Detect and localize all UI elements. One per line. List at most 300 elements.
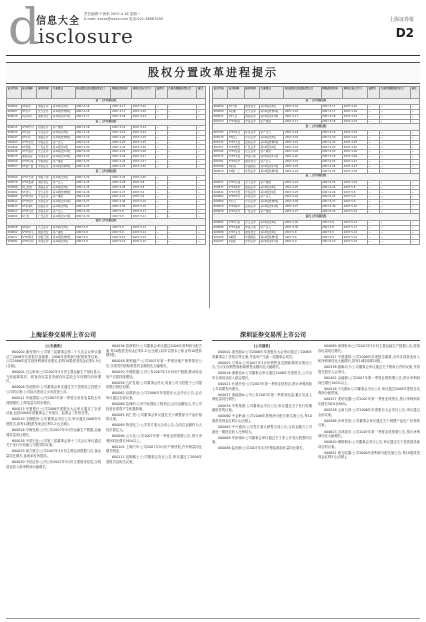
period-label: 第二工作周期进程 [213,124,420,131]
announcement-paragraph: 000069 华侨城A:公司董事会审议通过关于非公开发行股票的议案。 [212,435,312,445]
table-cell: 招商证券 [37,204,52,209]
table-cell: — [167,130,197,135]
table-cell: 2007.4.24 [321,164,343,169]
table-cell: 2007.4.23 [75,154,111,159]
announcement-paragraph: 600019 宝钢股份:公司董事会决议公告,审议通过2006年年度报告,拟每10股派发现金红利3.2元(含税)。 [6,417,101,426]
table-cell: 每10股送2股 [52,145,75,150]
table-cell: — [410,135,419,140]
table-cell: 每10股送2股 [52,240,75,245]
table-cell: 2007.5.10 [132,204,156,209]
table-cell: 000569 [7,175,22,180]
table-cell: 每10股送2.8股 [52,154,75,159]
table-cell: — [167,135,197,140]
table-cell: — [367,164,379,169]
table-cell: 600772 [213,154,228,159]
table-cell: 国泰君安 [37,230,52,235]
footer-rule [6,618,420,619]
table-cell: 2007.5.9 [343,195,368,200]
period-row [7,98,206,105]
table-cell: — [155,140,167,145]
table-cell: 600659 [213,109,228,114]
table-cell: 2007.4.26 [321,190,343,195]
table-cell: 每10股送3.2股 [259,154,283,159]
table-cell: ST方源 [228,105,244,110]
table-cell: 2007.5.10 [111,240,132,245]
table-cell: 资产重组 [259,180,283,185]
table-cell: — [367,235,379,240]
table-cell: 2007.5.11 [132,209,156,214]
table-cell: 2007.5.9 [111,230,132,235]
table-cell: 600715 [213,135,228,140]
table-cell: 2007.4.20 [321,145,343,150]
column-header: 复牌日 [155,87,167,99]
table-cell: 000409 [7,145,22,150]
table-cell: — [197,164,206,169]
table-cell: — [379,190,410,195]
table-cell: — [155,145,167,150]
table-cell: — [167,230,197,235]
table-cell: S*ST索芙 [21,230,37,235]
table-cell: S*ST宏盛 [228,180,244,185]
table-cell: — [155,135,167,140]
table-cell: — [197,105,206,110]
page-number: D2 [395,26,414,40]
table-cell: — [410,119,419,124]
table-cell: 2007.4.23 [343,119,368,124]
table-cell: S*ST生化 [21,140,37,145]
table-cell: 600813 [213,169,228,174]
table-cell: — [367,209,379,214]
table-cell: 2007.4.23 [111,150,132,155]
table-cell: 2007.4.19 [111,126,132,131]
table-cell: 2007.5.8 [111,214,132,219]
announcement-paragraph: 000630 铜都铜业:公司董事会决议公告,审议通过关于投资建设新项目的议案。 [318,440,420,449]
table-cell: — [197,199,206,204]
table-cell: — [167,109,197,114]
table-cell: — [167,185,197,190]
table-cell: 广发证券 [244,145,259,150]
announcement-paragraph: 600029 南方航空:公司2007年3月份主要运营数据公告,客运量同比增长,客座率有所提高。 [6,449,101,458]
table-cell: 中银国际 [244,164,259,169]
period-label: 第四工作周期进程 [7,219,206,226]
table-cell: 600842 [213,190,228,195]
table-cell: ST松辽 [228,135,244,140]
table-cell: 600988 [213,230,228,235]
announcement-paragraph: 600096 云天化:公司2007年第一季度业绩预增公告,预计净利润同比增长50%以上。 [106,434,202,443]
announcement-paragraph: 600028 中国石化:公司第三届董事会第十三次会议审议通过关于发行可转换公司债券的议案。 [6,438,101,448]
column-header: 保荐机构 [244,87,259,99]
table-cell: — [167,204,197,209]
table-cell: 每10股转增5股 [259,140,283,145]
table-cell: — [367,225,379,230]
announcement-paragraph: 000088 盐田港:公司2007年3月份集装箱吞吐量同比增长。 [218,446,306,451]
table-cell: 2007.4.27 [111,195,132,200]
table-cell: — [379,209,410,214]
table-cell: — [410,154,419,159]
table-cell: 申银万国 [244,225,259,230]
announcement-paragraph: 000027 深能源A:公司公布2007年第一季度发电量,累计完成上网电量同比增长。 [212,392,312,402]
table-cell: 2007.4.24 [75,164,111,169]
table-cell: 华泰证券 [37,164,52,169]
announcement-paragraph: 000623 吉林敖东:公司2007年第一季度业绩预增公告,预计净利润同比大幅增长。 [318,429,420,439]
article-column-1 [6,344,101,618]
table-cell: 中信证券 [37,140,52,145]
table-cell: 每10股送3股 [259,105,283,110]
table-cell: 中银国际 [244,235,259,240]
table-cell: 2007.4.18 [75,130,111,135]
table-cell: 华西证券 [244,169,259,174]
table-cell: — [155,130,167,135]
table-cell: 600852 [213,195,228,200]
column-header: 方案要点 [259,87,283,99]
announcement-paragraph: 000651 格力电器:公司2006年度利润分配实施公告,每10股派发现金红利3元(含税)。 [318,450,420,460]
table-cell: — [379,140,410,145]
table-cell: — [167,225,197,230]
table-cell: 2007.5.9 [75,235,111,240]
table-cell: 2007.4.25 [111,175,132,180]
announcement-paragraph: 600048 保利地产:公司2007年第一季度房地产销售情况公告,实现签约面积和签约金额同比大幅增长。 [106,359,202,368]
table-cell: — [410,145,419,150]
table-cell: 2007.4.27 [75,199,111,204]
announcement-paragraph: 000338 潍柴动力:公司董事会审议通过关于吸收合并的议案,并将提交股东大会审议。 [318,365,420,374]
table-cell: 广发证券 [244,209,259,214]
table-cell: — [410,169,419,174]
period-label: 第三工作周期进程 [213,174,420,181]
table-cell: S*ST海龙 [21,235,37,240]
table-cell: 2007.4.30 [111,199,132,204]
column-header: 现场会议召开日 [132,87,156,99]
table-cell: — [367,150,379,155]
table-cell: — [379,195,410,200]
table-cell: 每10股送2.5股 [52,214,75,219]
table-cell: 600747 [213,140,228,145]
table-cell: S东锅 [228,164,244,169]
table-cell: 2007.4.26 [75,190,111,195]
announcement-paragraph: 600062 双鹤药业:公司2006年年度股东大会决议公告,会议审议通过全部议案。 [106,391,202,400]
table-cell: ST金马 [21,190,37,195]
table-cell: — [379,164,410,169]
table-cell: 2007.4.30 [75,214,111,219]
table-cell: 平安证券 [37,195,52,200]
table-cell: 2007.4.23 [111,145,132,150]
table-cell: 2007.4.24 [284,169,321,174]
table-cell: — [155,235,167,240]
table-cell: 2007.4.20 [75,150,111,155]
table-cell: — [367,145,379,150]
table-cell: 每10股送2.6股 [259,204,283,209]
table-cell: — [410,225,419,230]
brand-english: isclosure [38,24,134,48]
table-cell: — [197,225,206,230]
table-cell: 资产注入 [259,225,283,230]
table-cell: S深华新 [21,114,37,119]
table-cell: 每10股送2.5股 [259,164,283,169]
table-cell: 2007.4.27 [343,164,368,169]
table-cell: 每10股转增5股 [259,235,283,240]
announcement-paragraph: 600111 包钢稀土:公司董事会决议公告,审议通过了2006年度报告及相关议案。 [106,455,202,465]
period-row [213,124,420,131]
table-cell: 2007.4.25 [321,180,343,185]
table-cell: — [379,185,410,190]
table-cell: 2007.5.8 [111,209,132,214]
table-cell: 000611 [7,199,22,204]
table-cell: 2007.4.20 [343,109,368,114]
table-cell: — [379,154,410,159]
table-cell: S*ST源发 [228,145,244,150]
table-cell: ST中侨 [21,135,37,140]
table-cell: 申银万国 [37,175,52,180]
table-cell: 广发证券 [37,145,52,150]
table-cell: — [367,109,379,114]
table-cell: S仁和 [21,214,37,219]
table-cell: 601007 [213,240,228,245]
table-cell: 2007.4.19 [321,135,343,140]
table-cell: 每10股转增4股 [259,109,283,114]
reform-table-left [6,86,206,245]
column-header: 备注 [197,87,206,99]
table-cell: — [410,180,419,185]
table-cell: 000605 [7,195,22,200]
announcement-paragraph: 600011 华能国际:公司2007年第一季度完成发电量较去年同期增长,上网电量亦同步增长。 [6,395,101,405]
table-cell: 长江证券 [37,150,52,155]
announcement-paragraph: 000016 深康佳A:公司董事会审议通过2006年年度报告,公司全年实现营业收入稳定增长。 [212,371,312,381]
table-cell: 国泰君安 [37,114,52,119]
table-cell: 国泰君安 [244,159,259,164]
announcement-paragraph: 000527 美的电器:公司2007年第一季度业绩预告,预计净利润同比增长50%至80%。 [318,397,420,407]
table-cell: — [167,105,197,110]
table-cell: 每10股送2.5股 [259,240,283,245]
table-cell: 000613 [7,204,22,209]
table-cell: 2007.5.9 [343,199,368,204]
column-header: 证券简称 [228,87,244,99]
announcement-paragraph: 600015 华夏银行:公司2006年度股东大会审议通过了全部议案,包括2006年度董事会工作报告、监事会工作报告等。 [6,406,101,416]
table-cell: 600856 [213,199,228,204]
table-cell: ST华盛达 [21,150,37,155]
table-cell: — [367,130,379,135]
table-cell: S*ST数码 [228,119,244,124]
table-cell: 2007.4.20 [321,140,343,145]
column-header: 保荐机构 [37,87,52,99]
table-cell: 2007.4.30 [343,169,368,174]
reform-table-right [212,86,420,245]
table-cell: 2007.4.26 [75,195,111,200]
table-cell: 2007.4.24 [132,130,156,135]
table-cell: 000650 [7,214,22,219]
table-cell: — [410,150,419,155]
table-cell: 广发证券 [37,214,52,219]
table-cell: 2007.4.25 [284,185,321,190]
table-cell: 每10股送2.6股 [52,199,75,204]
table-cell: 2007.4.27 [111,190,132,195]
table-cell: 每10股送2股 [259,230,283,235]
table-cell: — [155,150,167,155]
table-cell: — [367,240,379,245]
table-cell: 2007.4.30 [132,164,156,169]
column-header: 方案实施股权登记日 [167,87,197,99]
table-cell: — [367,114,379,119]
table-cell: 2007.4.18 [321,114,343,119]
table-cell: — [155,114,167,119]
table-cell: — [167,180,197,185]
table-cell: 2007.5.10 [132,199,156,204]
table-cell: — [367,169,379,174]
table-cell: 2007.4.26 [321,185,343,190]
table-cell: 2007.4.25 [132,140,156,145]
table-cell: — [155,240,167,245]
table-cell: S*ST龙昌 [228,154,244,159]
editor-line: 责任编辑:于海荣 2007.4.16 星期一 [84,12,141,16]
table-cell: 每10股送2股 [259,145,283,150]
table-cell: S重钢 [228,235,244,240]
table-cell: 光大证券 [37,109,52,114]
table-cell: 600899 [213,225,228,230]
table-cell: 2007.4.30 [284,220,321,225]
table-cell: — [410,204,419,209]
table-cell: ST国农 [21,105,37,110]
table-cell: 2007.4.20 [284,154,321,159]
table-cell: 每10股转增4股 [52,135,75,140]
announcement-heading: [公告摘要] [45,344,62,348]
article-column-2 [106,344,202,618]
table-cell: 2007.4.19 [75,140,111,145]
table-cell: 2007.4.24 [284,180,321,185]
editor-info [84,12,163,22]
table-cell: 2007.4.18 [321,119,343,124]
table-cell: — [410,185,419,190]
table-cell: — [367,135,379,140]
table-cell: 中银国际 [37,159,52,164]
table-cell: 2007.5.9 [321,235,343,240]
table-cell: 000010 [7,114,22,119]
table-cell: S*ST中川 [21,126,37,131]
table-cell: 资产重组 [52,195,75,200]
table-cell: S*ST厦华 [228,204,244,209]
period-label: 第四工作周期进程 [213,214,420,221]
table-cell: 600705 [213,130,228,135]
table-cell: ST达声 [21,109,37,114]
table-cell: 000015 [7,126,22,131]
table-cell: 000658 [7,225,22,230]
table-cell: 2007.4.25 [132,135,156,140]
table-cell: 600671 [213,114,228,119]
table-cell: 2007.4.20 [284,150,321,155]
table-cell: — [167,164,197,169]
table-cell: 2007.4.24 [321,159,343,164]
table-cell: 600700 [213,119,228,124]
table-cell: 000520 [7,159,22,164]
table-cell: — [155,105,167,110]
table-cell: — [379,225,410,230]
table-cell: 资产注入 [52,180,75,185]
table-cell: — [167,190,197,195]
table-cell: 2007.5.11 [343,220,368,225]
table-cell: 每10股送3股 [52,105,75,110]
table-row [7,240,206,245]
period-row [213,214,420,221]
table-cell: 2007.4.26 [132,150,156,155]
table-cell: — [155,204,167,209]
table-cell: — [197,150,206,155]
table-cell: 2007.4.17 [284,119,321,124]
table-cell: — [410,109,419,114]
table-cell: — [197,195,206,200]
column-header: 证券简称 [21,87,37,99]
table-cell: 招商证券 [244,140,259,145]
table-cell: — [167,209,197,214]
table-cell: 2007.5.8 [343,185,368,190]
table-cell: — [197,145,206,150]
table-cell: — [197,159,206,164]
table-cell: 申银万国 [37,235,52,240]
table-cell: S*ST都市 [228,185,244,190]
table-cell: 2007.4.30 [321,204,343,209]
table-cell: 国信证券 [37,185,52,190]
announcement-paragraph: 600089 特变电工:公司签订重大合同公告,合同总金额约为人民币数亿元。 [106,423,202,432]
table-cell: 资产注入 [52,140,75,145]
table-cell: 2007.4.20 [132,105,156,110]
table-cell: — [197,230,206,235]
reform-table-right-wrap [212,86,420,306]
table-cell: 000662 [7,230,22,235]
table-cell: — [167,175,197,180]
table-cell: 2007.4.20 [111,140,132,145]
announcement-paragraph: 000089 深圳机场:公司2007年3月份主要运输生产数据公告,旅客吞吐量同比增长。 [318,344,420,353]
table-cell: S汇源通 [21,185,37,190]
table-cell: — [367,220,379,225]
table-cell: 国信证券 [37,135,52,140]
table-cell: — [155,154,167,159]
announcement-paragraph: 600050 中国联通:公司公布2007年3月份用户数据,移动电话用户总数持续增加。 [106,369,202,379]
table-cell: 2007.4.30 [284,225,321,230]
table-cell: — [379,150,410,155]
table-cell: 2007.5.15 [132,235,156,240]
section-title-shenzhen: 深圳证券交易所上市公司 [240,332,307,339]
table-cell: 2007.5.8 [132,180,156,185]
period-row [213,174,420,181]
announcement-paragraph: 000001 深发展A:公司2006年年度股东大会审议通过了2006年度董事会工作报告等议案,并选举产生新一届董事会成员。 [212,350,312,359]
table-cell: — [155,180,167,185]
table-cell: 平安证券 [244,199,259,204]
header-rule [6,55,420,56]
announcement-paragraph: 000060 中金岭南:公司2006年度利润分配方案实施公告,每10股派发现金红利2元(含税)。 [212,414,312,423]
table-cell: — [155,230,167,235]
table-cell: S*ST金荔 [228,150,244,155]
table-cell: 2007.5.8 [75,225,111,230]
table-cell: — [155,126,167,131]
table-cell: — [155,185,167,190]
table-cell: — [197,209,206,214]
period-row [7,219,206,226]
table-cell: 2007.4.27 [284,209,321,214]
table-cell: 600878 [213,209,228,214]
table-cell: 2007.5.8 [75,230,111,235]
table-cell: 2007.5.8 [132,185,156,190]
table-cell: 000034 [7,130,22,135]
table-cell: 2007.4.25 [75,180,111,185]
table-cell: 600837 [213,185,228,190]
table-cell: — [167,195,197,200]
table-cell: — [197,154,206,159]
table-cell: 2007.5.10 [343,209,368,214]
table-cell: — [379,105,410,110]
announcement-paragraph: 600000 浦发银行:公司第三届董事会第二十九次会议审议通过了2006年年度报告及摘要、2006年度利润分配预案等议案。公司2006年度实现净利润同比增长,拟每10股派发现金红利1.5元(含税)。 [6,350,101,368]
announcement-paragraph: 000063 中兴通讯:公司签订重大销售合同公告,合同金额占公司最近一期营业收入比例较大。 [212,424,312,434]
table-cell: — [155,225,167,230]
table-cell: — [197,190,206,195]
period-label: 第二工作周期进程 [7,119,206,126]
table-cell: S长百 [228,199,244,204]
announcement-paragraph: 000021 长城开发:公司2007年第一季度业绩预告,预计净利润较上年同期有所增长。 [212,382,312,391]
